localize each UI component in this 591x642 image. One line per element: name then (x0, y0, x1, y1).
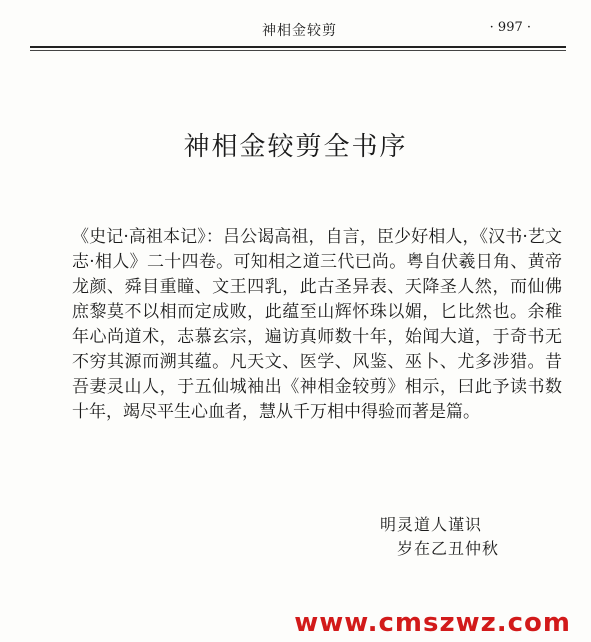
signature-date: 岁在乙丑仲秋 (397, 539, 500, 558)
signature-author: 明灵道人谨识 (380, 515, 483, 534)
header-rule (30, 46, 566, 48)
header-title: 神相金较剪 (262, 23, 337, 39)
document-title: 神相金较剪全书序 (183, 132, 408, 162)
preface-paragraph: 《史记·高祖本记》：吕公谒高祖，自言，臣少好相人，《汉书·艺文志·相人》二十四卷。可知相之道三代已尚。粤自伏羲日角、黄帝龙颜、舜目重瞳、文王四乳，此古圣异表、天降圣人然，而仙佛庶黎莫不以相而定成败，此蕴至山辉怀珠以媚，匕比然也。余稚年心尚道术，志慕玄宗，遍访真师数十年，始闻大道，于奇书无不穷其源而溯其蕴。凡天文、医学、风鉴、巫卜、尤多涉猎。昔吾妻灵山人，于五仙城袖出《神相金较剪》相示，曰此予读书数十年，竭尽平生心血者，慧从千万相中得验而著是篇。 (72, 227, 562, 422)
site-watermark: www.cmszwz.com (294, 608, 571, 638)
page-number: · 997 · (489, 20, 531, 35)
header-rule-thin (30, 50, 566, 51)
preface-body (72, 225, 562, 425)
